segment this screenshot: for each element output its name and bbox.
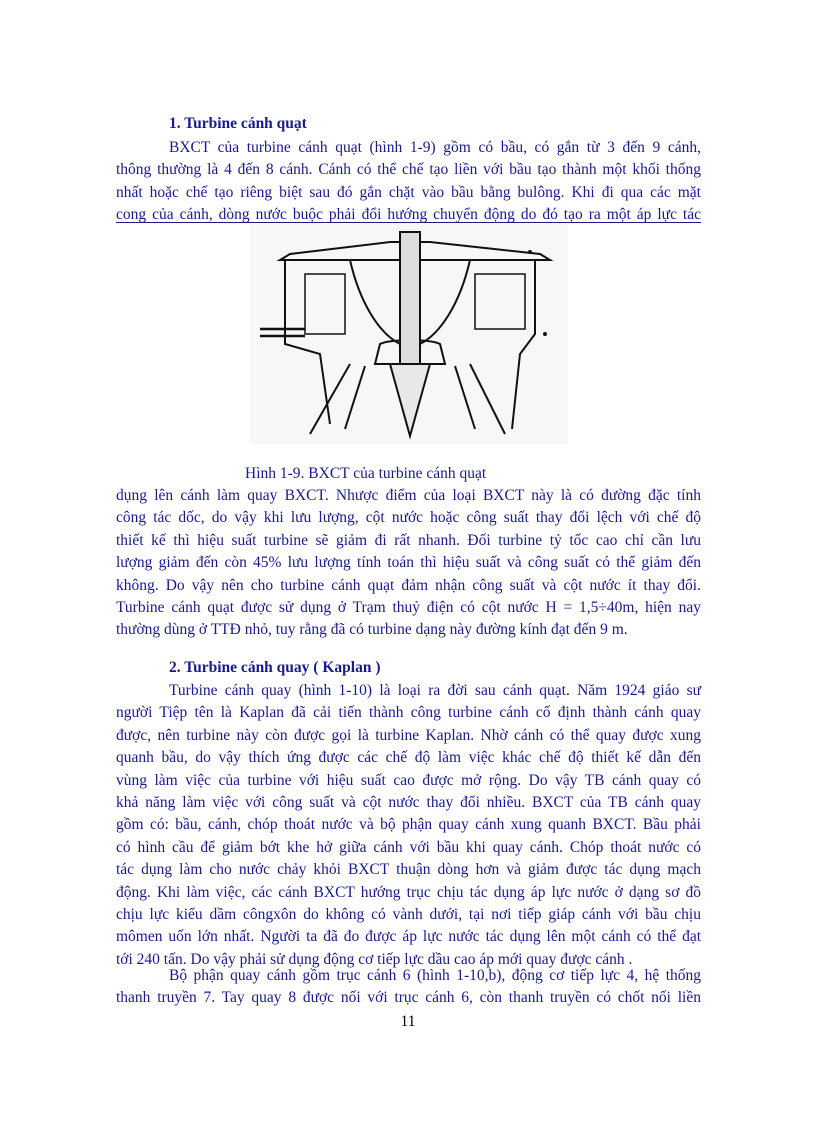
text-line: Turbine cánh quay (hình 1-10) là loại ra đời sau cánh quạt. Năm 1924 giáo sư	[169, 682, 701, 699]
text-line: khả năng làm việc với công suất và cột nước thay đổi nhiều. BXCT của TB cánh quay	[116, 794, 701, 812]
text-line: công tác dốc, do vậy khi lưu lượng, cột nước hoặc công suất thay đổi lệch với chế độ	[116, 509, 701, 527]
section-1-paragraph-2	[116, 485, 701, 642]
section-2-paragraph-1	[116, 680, 701, 971]
text-line: Turbine cánh quạt được sử dụng ở Trạm thuỷ điện có cột nước H = 1,5÷40m, hiện nay	[116, 599, 701, 617]
section-1-heading: 1. Turbine cánh quạt	[169, 115, 307, 132]
text-line: lượng giảm đến còn 45% lưu lượng tính toán thì hiệu suất và công suất có thể giảm đến	[116, 554, 701, 572]
text-line: thường dùng ở TTĐ nhỏ, tuy rằng đã có turbine dạng này đường kính đạt đến 9 m.	[116, 621, 628, 639]
text-line-underlined: cong của cánh, dòng nước buộc phải đổi hướng chuyển động do đó tạo ra một áp lực tác	[116, 206, 701, 224]
text-line: tới 240 tấn. Do vậy phải sử dụng động cơ tiếp lực dầu cao áp mới quay được cánh .	[116, 950, 633, 968]
section-2-heading: 2. Turbine cánh quay ( Kaplan )	[169, 659, 381, 676]
text-line: được, nên turbine này còn được gọi là turbine Kaplan. Nhờ cánh có thể quay được xung	[116, 726, 701, 744]
text-line: nhất hoặc chế tạo riêng biệt sau đó gắn chặt vào bầu bằng bulông. Khi đi qua các mặt	[116, 183, 701, 201]
text-line: BXCT của turbine cánh quạt (hình 1-9) gồm có bầu, có gắn từ 3 đến 9 cánh,	[169, 139, 701, 156]
section-2-paragraph-2	[116, 965, 701, 1010]
text-line: chịu lực kiểu dầm côngxôn do không có vành dưới, tại nơi tiếp giáp cánh với bầu chịu	[116, 906, 701, 924]
text-line: vùng làm việc của turbine với hiệu suất cao được mở rộng. Do vậy TB cánh quay có	[116, 771, 701, 789]
text-line: động. Khi làm việc, các cánh BXCT hướng trục chịu tác dụng áp lực nước ở dạng sơ đồ	[116, 883, 701, 901]
text-line: người Tiệp tên là Kaplan đã cải tiến thành công turbine cánh cố định thành cánh quay	[116, 704, 701, 722]
turbine-cross-section-drawing	[250, 224, 568, 444]
text-line: mômen uốn lớn nhất. Người ta đã đo được áp lực nước tác dụng lên một cánh có thể đạt	[116, 928, 701, 946]
section-1-paragraph-1	[116, 137, 701, 227]
text-line: không. Do vậy nên cho turbine cánh quạt đảm nhận công suất và cột nước ít thay đổi.	[116, 576, 701, 594]
text-line: dụng lên cánh làm quay BXCT. Nhược điểm của loại BXCT này là có đường đặc tính	[116, 487, 701, 504]
page-number: 11	[400, 1013, 416, 1030]
turbine-figure	[250, 224, 568, 444]
text-line: thiết kế thì hiệu suất turbine sẽ giảm đi rất nhanh. Đối turbine tỷ tốc cao chỉ cần lưu	[116, 531, 701, 549]
text-line: gồm có: bầu, cánh, chóp thoát nước và bộ phận quay cánh xung quanh BXCT. Bầu phải	[116, 816, 701, 834]
text-line: thanh truyền 7. Tay quay 8 được nối với trục cánh 6, còn thanh truyền có chốt nối liền	[116, 989, 701, 1007]
text-line: Bộ phận quay cánh gồm trục cánh 6 (hình 1-10,b), động cơ tiếp lực 4, hệ thống	[169, 967, 701, 984]
text-line: thông thường là 4 đến 8 cánh. Cánh có thể chế tạo liền với bầu tạo thành một khối thống	[116, 161, 701, 179]
text-line: quanh bầu, do vậy thích ứng được các chế độ làm việc khác chế độ thiết kế dẫn đến	[116, 749, 701, 767]
text-line: tác dụng làm cho nước chảy khỏi BXCT thuận dòng hơn và giảm được tác dụng mạch	[116, 861, 701, 879]
figure-caption: Hình 1-9. BXCT của turbine cánh quạt	[245, 465, 487, 482]
text-line: có hình cầu để giảm bớt khe hở giữa cánh với bầu khi quay cánh. Chóp thoát nước có	[116, 838, 701, 856]
